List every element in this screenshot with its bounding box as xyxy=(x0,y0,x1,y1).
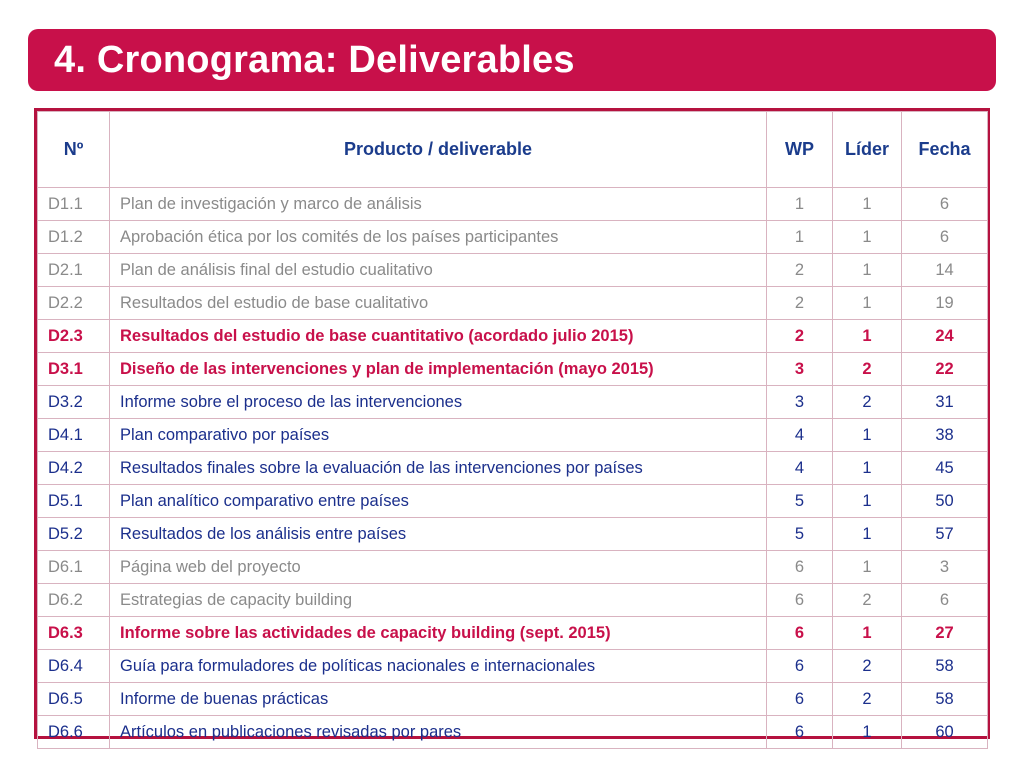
cell-wp: 3 xyxy=(767,353,833,386)
cell-id: D5.2 xyxy=(38,518,110,551)
cell-fecha: 27 xyxy=(902,617,988,650)
cell-lider: 1 xyxy=(833,617,902,650)
header-fecha: Fecha xyxy=(902,112,988,188)
cell-fecha: 58 xyxy=(902,683,988,716)
cell-id: D6.2 xyxy=(38,584,110,617)
cell-wp: 6 xyxy=(767,650,833,683)
table-row xyxy=(38,650,988,683)
cell-id: D1.2 xyxy=(38,221,110,254)
cell-lider: 2 xyxy=(833,386,902,419)
cell-lider: 2 xyxy=(833,650,902,683)
cell-product: Plan analítico comparativo entre países xyxy=(110,485,767,518)
cell-fecha: 57 xyxy=(902,518,988,551)
table-row xyxy=(38,320,988,353)
header-lider: Líder xyxy=(833,112,902,188)
cell-lider: 1 xyxy=(833,452,902,485)
cell-product: Página web del proyecto xyxy=(110,551,767,584)
table-row xyxy=(38,485,988,518)
cell-lider: 1 xyxy=(833,221,902,254)
cell-fecha: 6 xyxy=(902,221,988,254)
table-row xyxy=(38,617,988,650)
cell-fecha: 3 xyxy=(902,551,988,584)
cell-fecha: 24 xyxy=(902,320,988,353)
cell-wp: 4 xyxy=(767,419,833,452)
cell-id: D2.1 xyxy=(38,254,110,287)
cell-fecha: 60 xyxy=(902,716,988,749)
cell-wp: 1 xyxy=(767,221,833,254)
cell-product: Informe de buenas prácticas xyxy=(110,683,767,716)
cell-product: Diseño de las intervenciones y plan de implementación (mayo 2015) xyxy=(110,353,767,386)
table-row xyxy=(38,188,988,221)
cell-id: D6.5 xyxy=(38,683,110,716)
cell-lider: 2 xyxy=(833,353,902,386)
cell-lider: 1 xyxy=(833,716,902,749)
cell-fecha: 38 xyxy=(902,419,988,452)
cell-wp: 1 xyxy=(767,188,833,221)
table-row xyxy=(38,584,988,617)
cell-lider: 1 xyxy=(833,551,902,584)
cell-fecha: 58 xyxy=(902,650,988,683)
cell-product: Resultados del estudio de base cuantitativo (acordado julio 2015) xyxy=(110,320,767,353)
cell-wp: 2 xyxy=(767,287,833,320)
cell-fecha: 45 xyxy=(902,452,988,485)
cell-id: D6.1 xyxy=(38,551,110,584)
table-row xyxy=(38,221,988,254)
cell-product: Plan de análisis final del estudio cualitativo xyxy=(110,254,767,287)
cell-product: Plan comparativo por países xyxy=(110,419,767,452)
cell-id: D2.3 xyxy=(38,320,110,353)
cell-id: D5.1 xyxy=(38,485,110,518)
cell-lider: 1 xyxy=(833,254,902,287)
cell-product: Estrategias de capacity building xyxy=(110,584,767,617)
cell-lider: 1 xyxy=(833,419,902,452)
cell-id: D3.1 xyxy=(38,353,110,386)
cell-id: D6.6 xyxy=(38,716,110,749)
cell-lider: 1 xyxy=(833,518,902,551)
cell-wp: 6 xyxy=(767,617,833,650)
deliverables-table xyxy=(37,111,988,749)
cell-product: Artículos en publicaciones revisadas por pares xyxy=(110,716,767,749)
cell-id: D3.2 xyxy=(38,386,110,419)
cell-product: Informe sobre las actividades de capacity building (sept. 2015) xyxy=(110,617,767,650)
cell-wp: 5 xyxy=(767,485,833,518)
cell-product: Informe sobre el proceso de las intervenciones xyxy=(110,386,767,419)
deliverables-table-container xyxy=(34,108,990,739)
table-row xyxy=(38,419,988,452)
cell-product: Resultados de los análisis entre países xyxy=(110,518,767,551)
cell-lider: 2 xyxy=(833,683,902,716)
cell-fecha: 22 xyxy=(902,353,988,386)
cell-product: Guía para formuladores de políticas nacionales e internacionales xyxy=(110,650,767,683)
cell-product: Plan de investigación y marco de análisis xyxy=(110,188,767,221)
cell-product: Aprobación ética por los comités de los países participantes xyxy=(110,221,767,254)
cell-wp: 5 xyxy=(767,518,833,551)
cell-lider: 2 xyxy=(833,584,902,617)
table-row xyxy=(38,287,988,320)
cell-fecha: 6 xyxy=(902,584,988,617)
cell-id: D6.4 xyxy=(38,650,110,683)
cell-wp: 6 xyxy=(767,584,833,617)
header-product: Producto / deliverable xyxy=(110,112,767,188)
cell-fecha: 14 xyxy=(902,254,988,287)
header-id: Nº xyxy=(38,112,110,188)
cell-fecha: 6 xyxy=(902,188,988,221)
cell-id: D4.1 xyxy=(38,419,110,452)
cell-wp: 6 xyxy=(767,716,833,749)
table-row xyxy=(38,683,988,716)
table-row xyxy=(38,254,988,287)
table-body xyxy=(38,188,988,749)
cell-wp: 3 xyxy=(767,386,833,419)
cell-wp: 2 xyxy=(767,320,833,353)
cell-lider: 1 xyxy=(833,287,902,320)
cell-lider: 1 xyxy=(833,188,902,221)
cell-product: Resultados finales sobre la evaluación de las intervenciones por países xyxy=(110,452,767,485)
cell-id: D1.1 xyxy=(38,188,110,221)
table-row xyxy=(38,551,988,584)
cell-fecha: 50 xyxy=(902,485,988,518)
cell-product: Resultados del estudio de base cualitativo xyxy=(110,287,767,320)
cell-fecha: 19 xyxy=(902,287,988,320)
table-row xyxy=(38,518,988,551)
table-row xyxy=(38,353,988,386)
header-wp: WP xyxy=(767,112,833,188)
cell-lider: 1 xyxy=(833,485,902,518)
cell-wp: 2 xyxy=(767,254,833,287)
cell-wp: 4 xyxy=(767,452,833,485)
cell-id: D6.3 xyxy=(38,617,110,650)
table-header-row xyxy=(38,112,988,188)
table-row xyxy=(38,386,988,419)
table-row xyxy=(38,452,988,485)
page-title: 4. Cronograma: Deliverables xyxy=(54,38,575,81)
cell-lider: 1 xyxy=(833,320,902,353)
cell-wp: 6 xyxy=(767,551,833,584)
cell-id: D4.2 xyxy=(38,452,110,485)
table-row xyxy=(38,716,988,749)
cell-wp: 6 xyxy=(767,683,833,716)
cell-id: D2.2 xyxy=(38,287,110,320)
title-bar xyxy=(28,29,996,91)
cell-fecha: 31 xyxy=(902,386,988,419)
